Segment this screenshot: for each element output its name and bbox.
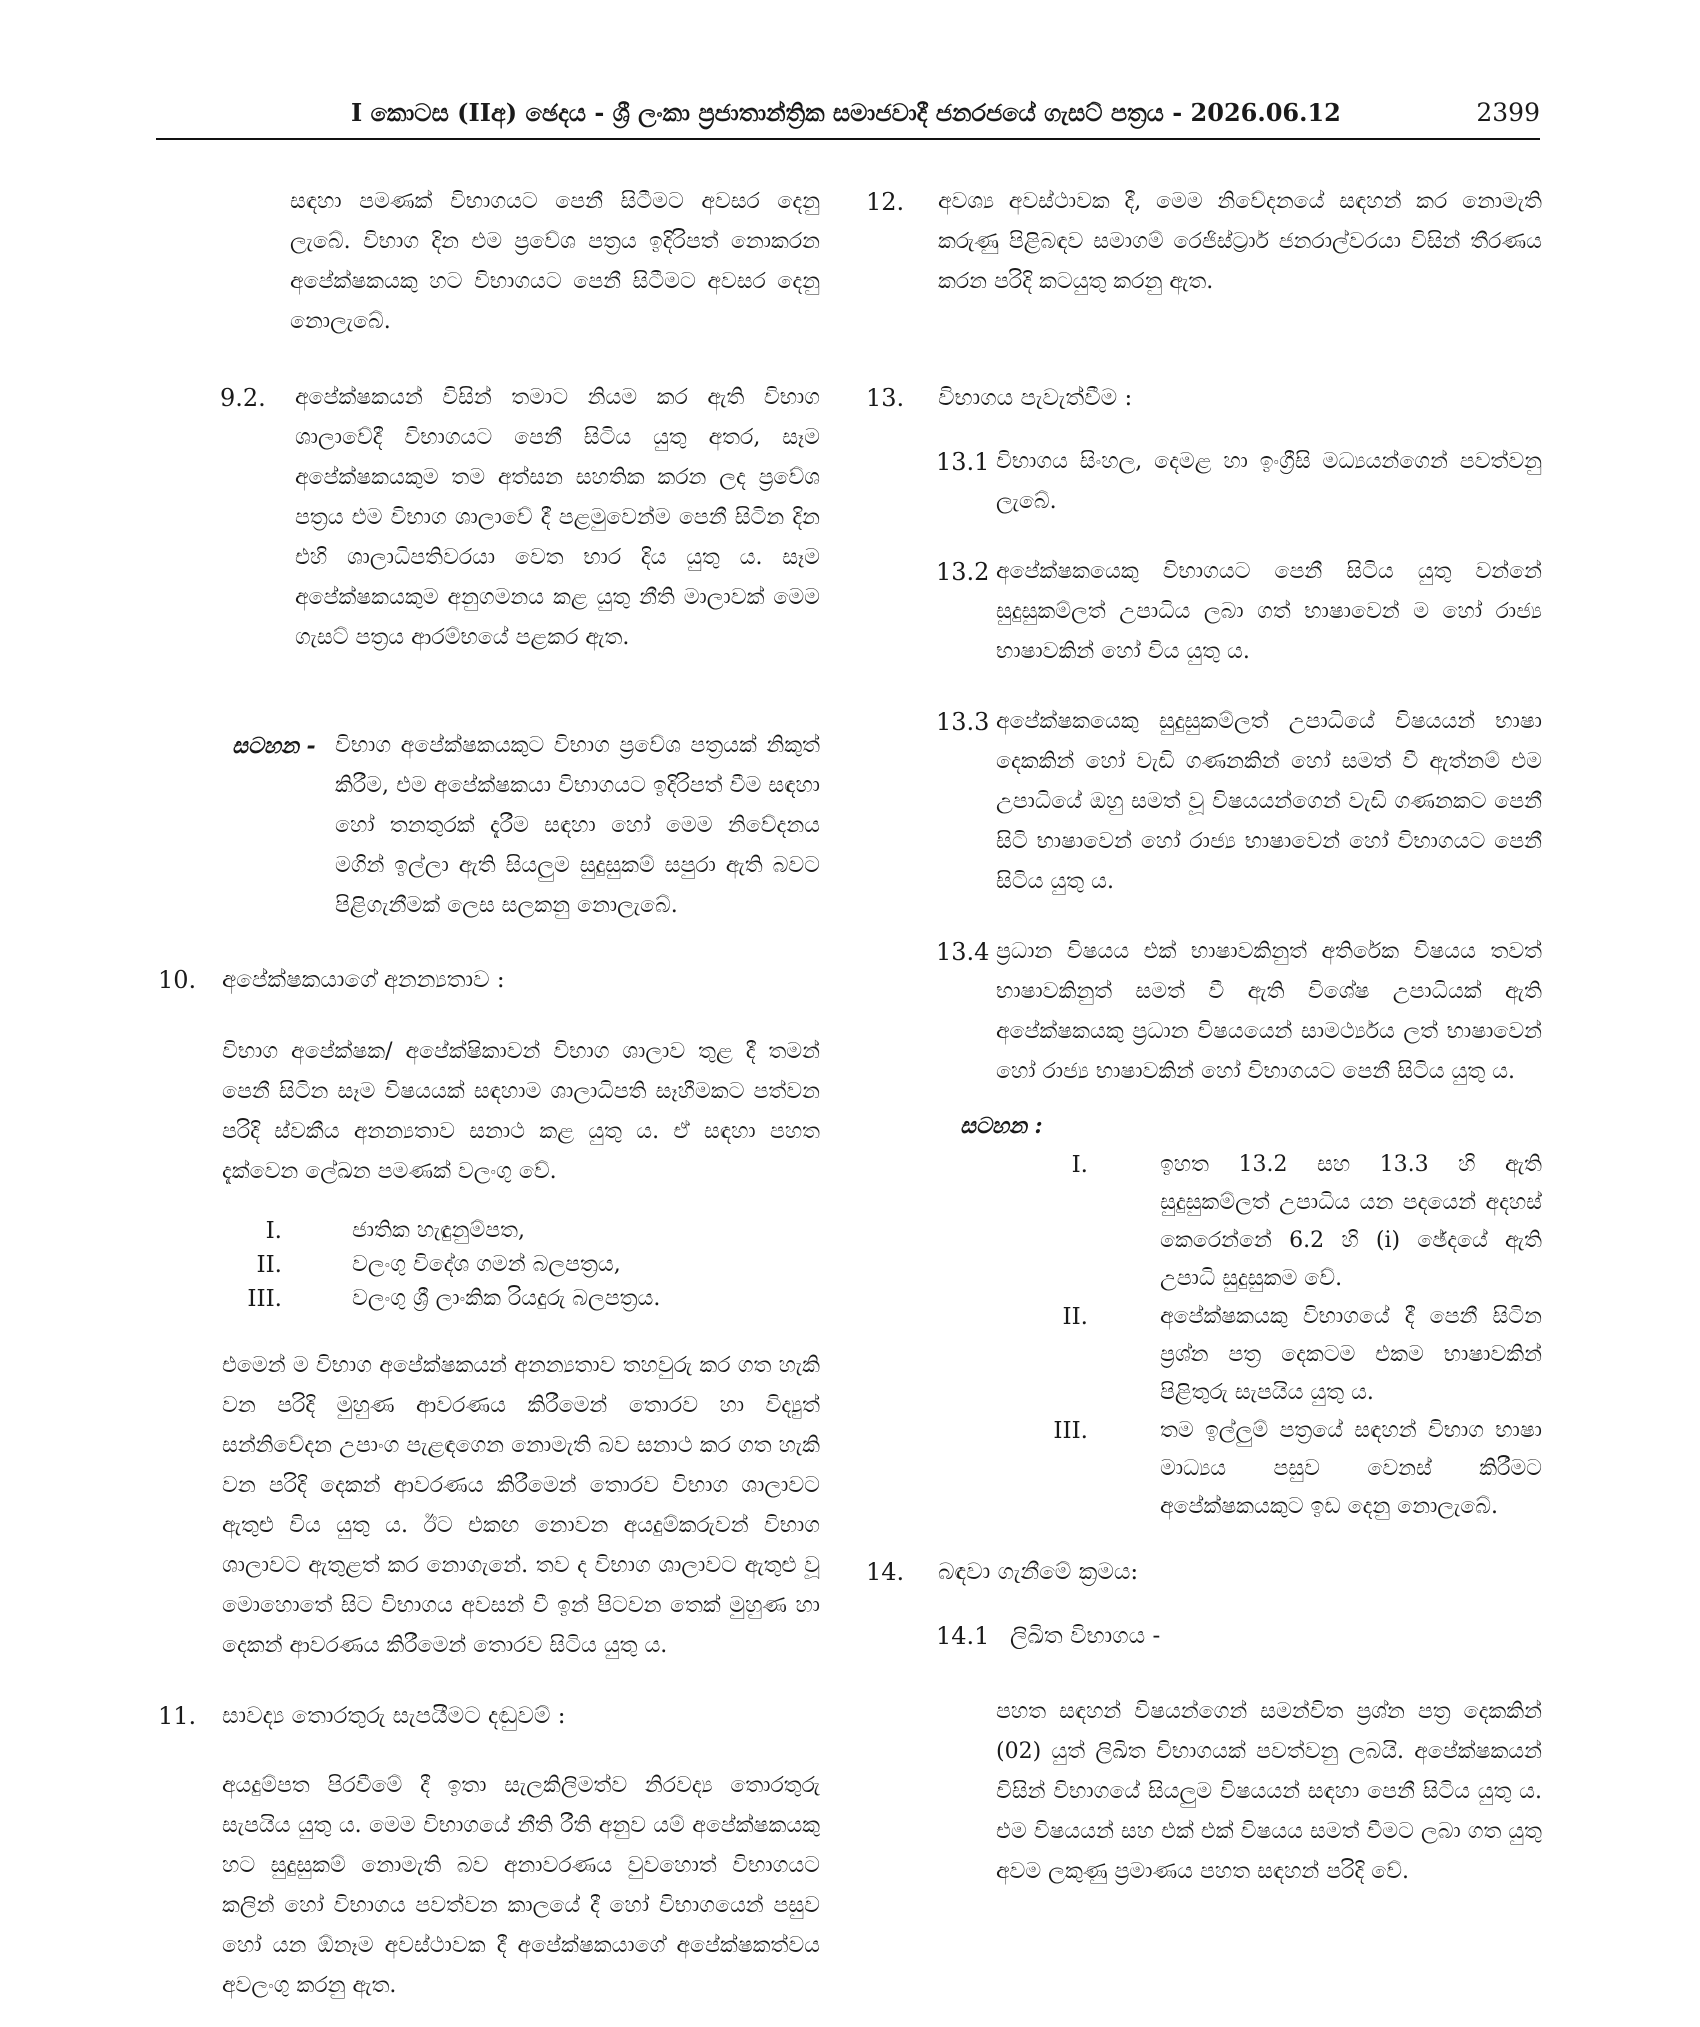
section-10-text-2: එමෙන් ම විභාග අපේක්ෂකයන් අනන්‍යතාව තහවුරු කර ගත හැකි වන පරිදි මුහුණ ආවරණය කිරීමෙන් තොරව හා විද්‍යුත් සන්නිවේදන උපාංග පැළඳගෙන නොමැති බව සනාථ කර ගත හැකි වන පරිදි දෙකන් ආවරණය කිරීමෙන් තොරව විභාග ශාලාවට ඇතුළු විය යුතු ය. ඊට එකඟ නොවන අයදුම්කරුවන් විභාග ශාලාවට ඇතුළත් කර නොගැනේ. තව ද විභාග ශාලාවට ඇතුළු වූ මොහොතේ සිට විභාගය අවසන් වී ඉන් පිටවන තෙක් මුහුණ හා දෙකන් ආවරණය කිරීමෙන් තොරව සිටිය යුතු ය. xyxy=(222,1353,820,1658)
subsection-number: 13.3 xyxy=(936,708,990,736)
subsection-number: 13.1 xyxy=(936,448,990,476)
section-11 xyxy=(150,1696,850,2006)
section-number: 10. xyxy=(158,966,197,994)
subsection-number: 13.2 xyxy=(936,558,990,586)
subsection-13-3 xyxy=(860,702,1550,902)
subsection-text: ප්‍රධාන විෂයය එක් භාෂාවකිනුත් අතිරේක විෂයය තවත් භාෂාවකිනුත් සමත් වී ඇති විශේෂ උපාධියක් ඇති අපේක්ෂකයකු ප්‍රධාන විෂයයෙන් සාමර්ථ්‍යය ලත් භාෂාවෙන් හෝ රාජ්‍ය භාෂාවකින් හෝ විභාගයට පෙනී සිටිය යුතු ය. xyxy=(996,939,1542,1084)
section-9-2 xyxy=(150,378,850,690)
subsection-number: 14.1 xyxy=(936,1622,990,1650)
section-number: 14. xyxy=(866,1558,905,1586)
list-number: III. xyxy=(1053,1418,1088,1444)
list-text: වලංගු ශ්‍රී ලාංකික රියදුරු බලපත්‍රය. xyxy=(352,1286,661,1311)
list-item xyxy=(222,1214,850,1248)
subsection-heading: ලිඛිත විභාගය - xyxy=(1010,1623,1161,1649)
list-item xyxy=(222,1282,850,1316)
section-12 xyxy=(860,182,1550,336)
subsection-13-1 xyxy=(860,442,1550,522)
section-heading: බඳවා ගැනීමේ ක්‍රමය: xyxy=(938,1559,1139,1585)
section-14-text: පහත සඳහන් විෂයන්ගෙන් සමන්විත ප්‍රශ්න පත්‍ර දෙකකින් (02) යුත් ලිඛිත විභාගයක් පවත්වනු ලබයි. අපේක්ෂකයන් විසින් විභාගයේ සියලුම විෂයයන් සඳහා පෙනී සිටිය යුතු ය. එම විෂයයන් සහ එක් එක් විෂයය සමත් වීමට ලබා ගත යුතු අවම ලකුණු ප්‍රමාණය පහත සඳහන් පරිදි වේ. xyxy=(996,1699,1542,1884)
subsection-text: අපේක්ෂකයෙකු විභාගයට පෙනී සිටිය යුතු වන්නේ සුදුසුකම්ලත් උපාධිය ලබා ගත් භාෂාවෙන් ම හෝ රාජ්‍ය භාෂාවකින් හෝ විය යුතු ය. xyxy=(996,559,1542,664)
page-number: 2399 xyxy=(1476,98,1540,127)
note-text: විභාග අපේක්ෂකයකුට විභාග ප්‍රවේශ පත්‍රයක් නිකුත් කිරීම, එම අපේක්ෂකයා විභාගයට ඉදිරිපත් වීම සඳහා හෝ තනතුරක් දැරීම සඳහා හෝ මෙම නිවේදනය මගින් ඉල්ලා ඇති සියලුම සුදුසුකම් සපුරා ඇති බවට පිළිගැනීමක් ලෙස සලකනු නොලැබේ. xyxy=(335,733,820,918)
subsection-13-2 xyxy=(860,552,1550,672)
subsection-text: විභාගය සිංහල, දෙමළ හා ඉංග්‍රීසි මධ්‍යයන්ගෙන් පවත්වනු ලැබේ. xyxy=(996,449,1542,514)
notes-list xyxy=(860,1146,1550,1526)
section-heading: අපේක්ෂකයාගේ අනන්‍යතාව : xyxy=(222,967,505,993)
list-number: III. xyxy=(247,1286,282,1312)
subsection-number: 13.4 xyxy=(936,938,990,966)
list-item xyxy=(860,1412,1550,1526)
subsection-13-4 xyxy=(860,932,1550,1092)
list-number: II. xyxy=(256,1252,282,1278)
section-number: 12. xyxy=(866,188,905,216)
gazette-title: I කොටස (IIඅ) ඡෙදය - ශ්‍රී ලංකා ප්‍රජාතාන්ත්‍රික සමාජවාදී ජනරජයේ ගැසට් පත්‍රය - 2026.06.12 xyxy=(351,98,1341,127)
list-text: අපේක්ෂකයකු විභාගයේ දී පෙනී සිටින ප්‍රශ්න පත්‍ර දෙකටම එකම භාෂාවකින් පිළිතුරු සැපයිය යුතු ය. xyxy=(1160,1304,1542,1405)
subsection-text: අපේක්ෂකයෙකු සුදුසුකම්ලත් උපාධියේ විෂයයන් භාෂා දෙකකින් හෝ වැඩි ගණනකින් හෝ සමත් වී ඇත්නම් එම උපාධියේ ඔහු සමත් වූ විෂයයන්ගෙන් වැඩි ගණනකට පෙනී සිටි භාෂාවෙන් හෝ රාජ්‍ය භාෂාවෙන් හෝ විභාගයට පෙනී සිටිය යුතු ය. xyxy=(996,709,1542,894)
section-number: 9.2. xyxy=(220,384,266,412)
section-12-text: අවශ්‍ය අවස්ථාවක දී, මෙම නිවේදනයේ සඳහන් කර නොමැති කරුණු පිළිබඳව සමාගම් රෙජිස්ට්‍රාර් ජනරාල්වරයා විසින් තීරණය කරන පරිදි කටයුතු කරනු ඇත. xyxy=(938,189,1542,294)
note-label: සටහන - xyxy=(232,733,316,759)
section-10-text: විභාග අපේක්ෂක/ අපේක්ෂිකාවන් විභාග ශාලාව තුළ දී තමන් පෙනී සිටින සෑම විෂයයක් සඳහාම ශාලාධිපති සෑහීමකට පත්වන පරිදි ස්වකීය අනන්‍යතාව සනාථ කළ යුතු ය. ඒ සඳහා පහත දැක්වෙන ලේඛන පමණක් වලංගු වේ. xyxy=(222,1039,820,1184)
right-column xyxy=(860,182,1550,1892)
list-item xyxy=(860,1146,1550,1298)
list-text: වලංගු විදේශ ගමන් බලපත්‍රය, xyxy=(352,1252,621,1277)
section-10 xyxy=(150,960,850,1666)
page-header xyxy=(156,98,1540,140)
list-text: ඉහත 13.2 සහ 13.3 හි ඇති සුදුසුකම්ලත් උපාධිය යන පදයෙන් අදහස් කෙරෙන්නේ 6.2 හි (i) ඡේදයේ ඇති උපාධි සුදුසුකම වේ. xyxy=(1160,1152,1542,1291)
intro-paragraph: සඳහා පමණක් විභාගයට පෙනී සිටීමට අවසර දෙනු ලැබේ. විභාග දින එම ප්‍රවේශ පත්‍රය ඉදිරිපත් නොකරන අපේක්ෂකයකු හට විභාගයට පෙනී සිටීමට අවසර දෙනු නොලැබේ. xyxy=(290,189,820,334)
list-number: I. xyxy=(265,1218,282,1244)
left-column xyxy=(150,182,850,2006)
intro-block xyxy=(150,182,850,336)
list-text: තම ඉල්ලුම් පත්‍රයේ සඳහන් විභාග භාෂා මාධ්‍යය පසුව වෙනස් කිරීමට අපේක්ෂකයකුට ඉඩ දෙනු නොලැබේ. xyxy=(1160,1418,1542,1519)
list-text: ජාතික හැඳුනුම්පත, xyxy=(352,1218,525,1243)
section-11-text: අයදුම්පත පිරවීමේ දී ඉතා සැලකිලිමත්ව නිරවද්‍ය තොරතුරු සැපයිය යුතු ය. මෙම විභාගයේ නීති රීති අනුව යම් අපේක්ෂකයකු හට සුදුසුකම් නොමැති බව අනාවරණය වුවහොත් විභාගයට කලින් හෝ විභාගය පවත්වන කාලයේ දී හෝ විභාගයෙන් පසුව හෝ යන ඕනෑම අවස්ථාවක දී අපේක්ෂකයාගේ අපේක්ෂකත්වය අවලංගු කරනු ඇත. xyxy=(222,1773,820,1998)
section-13 xyxy=(860,378,1550,1526)
section-13-notes xyxy=(860,1106,1550,1526)
section-number: 11. xyxy=(158,1702,197,1730)
section-14 xyxy=(860,1552,1550,1892)
section-heading: සාවද්‍ය තොරතුරු සැපයීමට දඬුවම් : xyxy=(222,1703,566,1729)
note-block xyxy=(150,726,850,922)
section-number: 13. xyxy=(866,384,905,412)
list-number: I. xyxy=(1071,1152,1088,1178)
note-label: සටහන : xyxy=(960,1113,1043,1139)
section-heading: විභාගය පැවැත්වීම : xyxy=(938,385,1133,411)
id-documents-list xyxy=(222,1214,850,1316)
list-item xyxy=(860,1298,1550,1412)
section-9-2-text: අපේක්ෂකයන් විසින් තමාට නියම කර ඇති විභාග ශාලාවේදී විභාගයට පෙනී සිටිය යුතු අතර, සෑම අපේක්ෂකයකුම තම අත්සන සහතික කරන ලද ප්‍රවේශ පත්‍රය එම විභාග ශාලාවේ දී පළමුවෙන්ම පෙනී සිටින දින එහි ශාලාධිපතිවරයා වෙත භාර දිය යුතු ය. සෑම අපේක්ෂකයකුම අනුගමනය කළ යුතු නීති මාලාවක් මෙම ගැසට් පත්‍රය ආරම්භයේ පළකර ඇත. xyxy=(295,385,820,650)
subsection-14-1 xyxy=(860,1616,1550,1656)
list-item xyxy=(222,1248,850,1282)
list-number: II. xyxy=(1062,1304,1088,1330)
